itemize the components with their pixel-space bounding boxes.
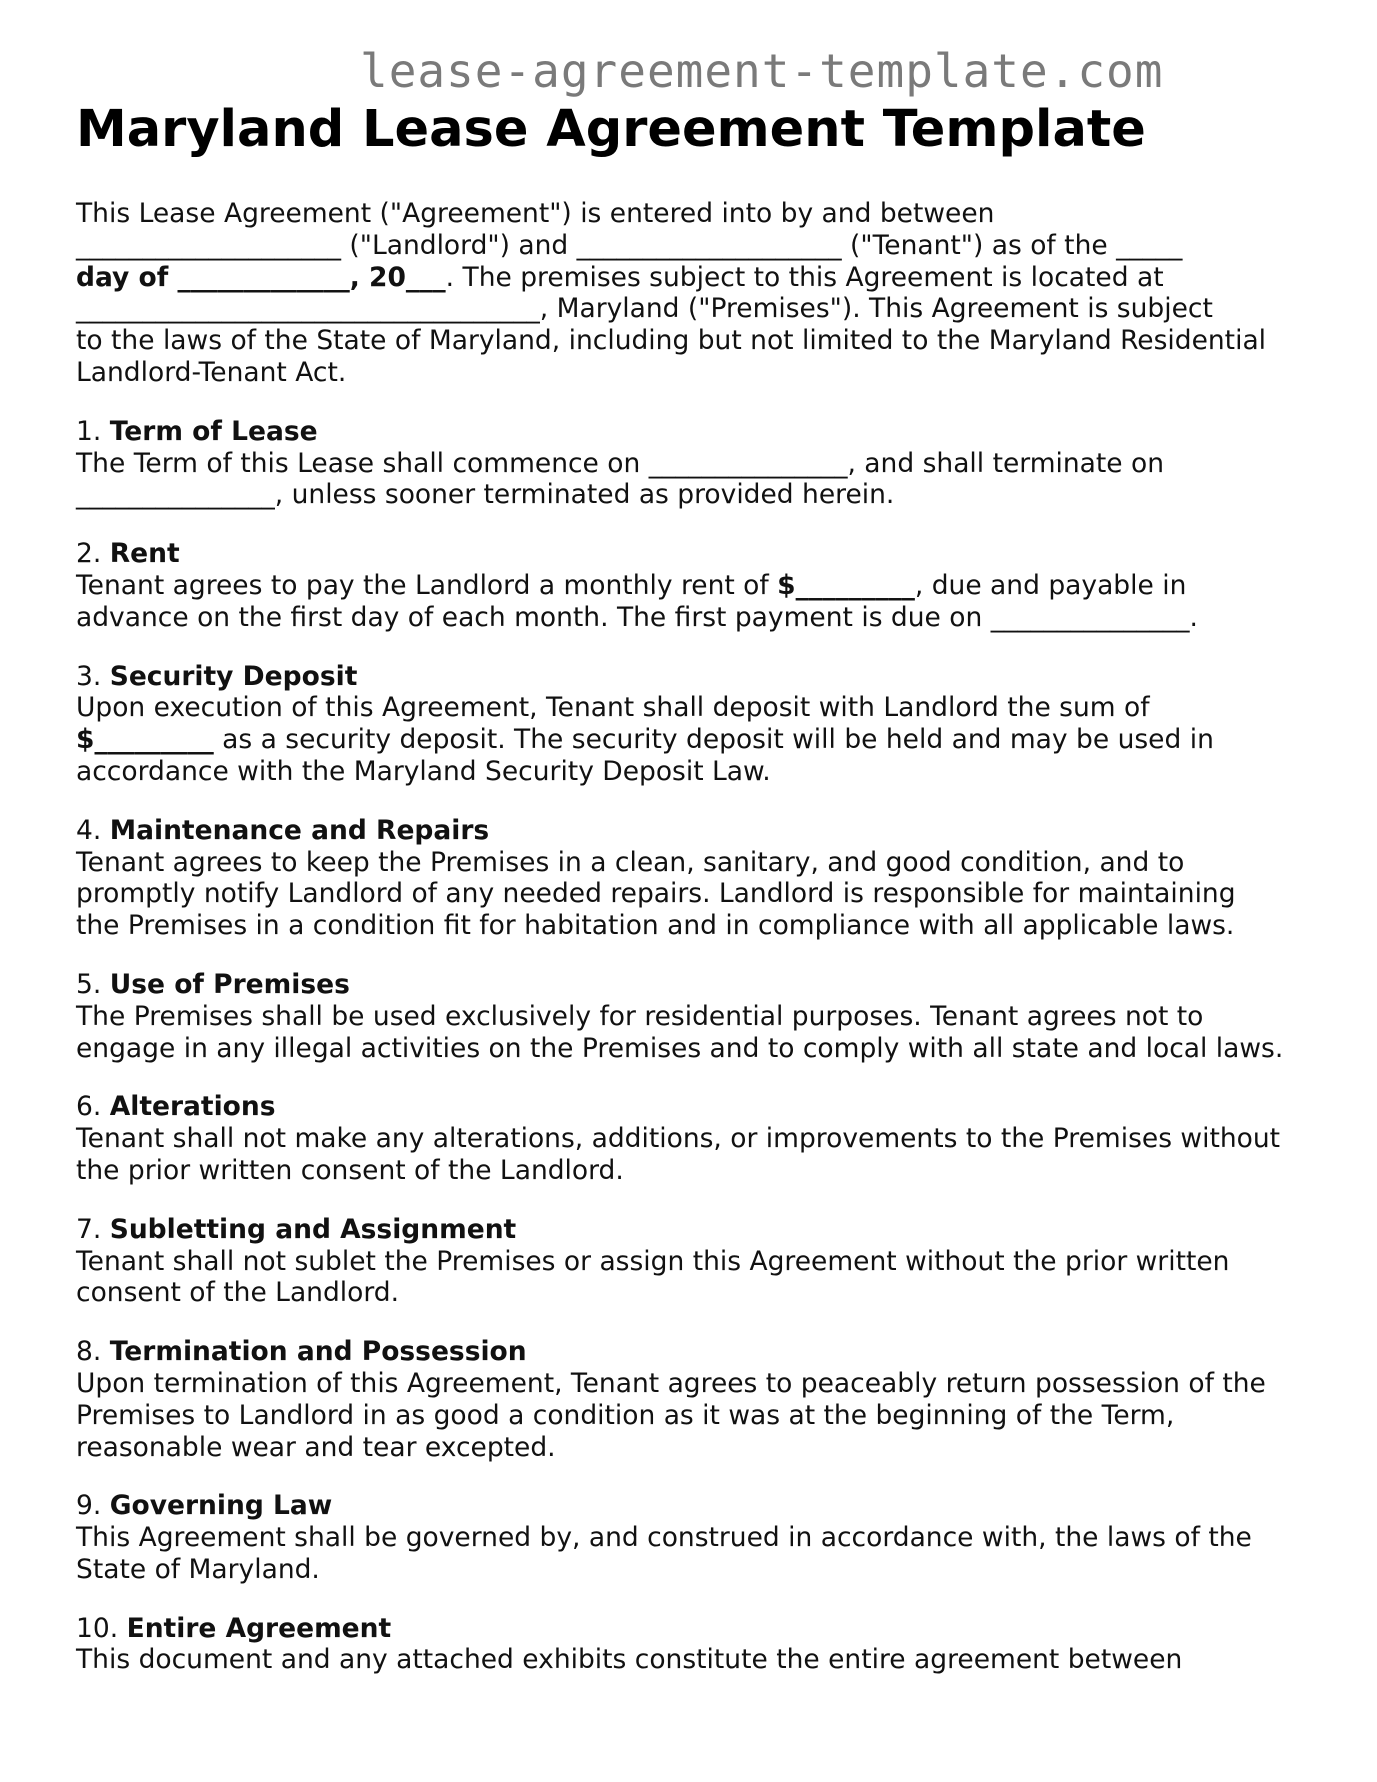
section-line: the prior written consent of the Landlord.	[76, 1154, 624, 1186]
section-title: Use of Premises	[109, 968, 350, 1000]
section-line: Tenant agrees to pay the Landlord a monthly rent of	[76, 569, 778, 601]
section-title: Security Deposit	[109, 660, 358, 692]
section-title: Term of Lease	[109, 415, 318, 447]
intro-line: This Lease Agreement ("Agreement") is entered into by and between	[76, 198, 995, 229]
section-title: Alterations	[109, 1091, 276, 1123]
intro-date-blank: day of _____________, 20___	[76, 261, 446, 293]
section-title: Entire Agreement	[126, 1612, 392, 1644]
section-line: The Premises shall be used exclusively for residential purposes. Tenant agrees not to	[76, 1000, 1204, 1032]
section-title: Termination and Possession	[109, 1336, 527, 1368]
section-title: Governing Law	[109, 1490, 333, 1522]
section-line: State of Maryland.	[76, 1553, 320, 1585]
section-heading	[76, 538, 1316, 570]
document-body	[76, 198, 1316, 1703]
section-line: The Term of this Lease shall commence on _______________, and shall terminate on	[76, 447, 1165, 479]
section-heading	[76, 1336, 1316, 1368]
section-use-of-premises	[76, 969, 1316, 1064]
intro-line: ____________________ ("Landlord") and ____________________ ("Tenant") as of the _____	[76, 229, 1183, 261]
section-number: 6.	[76, 1091, 102, 1123]
section-security-deposit	[76, 661, 1316, 788]
section-line: , due and payable in	[914, 569, 1187, 601]
watermark: lease-agreement-template.com	[360, 44, 1164, 98]
section-number: 2.	[76, 538, 102, 570]
section-title: Rent	[109, 538, 180, 570]
section-line: Upon termination of this Agreement, Tenant agrees to peaceably return possession of the	[76, 1367, 1266, 1399]
section-line: as a security deposit. The security deposit will be held and may be used in	[213, 724, 1214, 756]
intro-line: . The premises subject to this Agreement is located at	[445, 261, 1164, 293]
section-line: advance on the first day of each month. The first payment is due on _______________.	[76, 601, 1198, 633]
section-subletting-and-assignment	[76, 1214, 1316, 1309]
section-line: consent of the Landlord.	[76, 1277, 400, 1309]
section-line: This Agreement shall be governed by, and construed in accordance with, the laws of the	[76, 1522, 1252, 1554]
section-rent	[76, 538, 1316, 633]
section-title: Subletting and Assignment	[109, 1213, 517, 1245]
section-entire-agreement	[76, 1613, 1316, 1677]
section-line: accordance with the Maryland Security Deposit Law.	[76, 755, 771, 787]
section-number: 3.	[76, 660, 102, 692]
section-number: 10.	[76, 1612, 119, 1644]
section-number: 8.	[76, 1336, 102, 1368]
section-governing-law	[76, 1490, 1316, 1585]
section-number: 7.	[76, 1213, 102, 1245]
rent-amount-blank: $_________	[777, 569, 915, 601]
intro-paragraph	[76, 198, 1316, 389]
intro-line: ___________________________________, Maryland ("Premises"). This Agreement is subject	[76, 293, 1213, 325]
section-line: promptly notify Landlord of any needed repairs. Landlord is responsible for maintaining	[76, 878, 1236, 910]
document-title: Maryland Lease Agreement Template	[76, 100, 1146, 159]
section-maintenance-and-repairs	[76, 815, 1316, 942]
section-line: _______________, unless sooner terminated as provided herein.	[76, 479, 895, 511]
deposit-amount-blank: $_________	[76, 724, 214, 756]
intro-line: to the laws of the State of Maryland, including but not limited to the Maryland Residential	[76, 325, 1267, 357]
section-alterations	[76, 1091, 1316, 1186]
section-heading	[76, 1613, 1316, 1645]
section-line: the Premises in a condition fit for habitation and in compliance with all applicable laws.	[76, 910, 1235, 942]
intro-line: Landlord-Tenant Act.	[76, 356, 347, 388]
section-number: 9.	[76, 1490, 102, 1522]
section-heading	[76, 969, 1316, 1001]
section-heading	[76, 1490, 1316, 1522]
section-number: 1.	[76, 415, 102, 447]
section-heading	[76, 815, 1316, 847]
section-line: This document and any attached exhibits constitute the entire agreement between	[76, 1644, 1183, 1676]
section-heading	[76, 416, 1316, 448]
section-line: Tenant shall not make any alterations, additions, or improvements to the Premises without	[76, 1123, 1281, 1155]
section-number: 4.	[76, 814, 102, 846]
section-heading	[76, 1091, 1316, 1123]
section-term-of-lease	[76, 416, 1316, 511]
section-line: reasonable wear and tear excepted.	[76, 1431, 556, 1463]
section-number: 5.	[76, 968, 102, 1000]
section-line: Tenant shall not sublet the Premises or assign this Agreement without the prior written	[76, 1245, 1230, 1277]
section-title: Maintenance and Repairs	[109, 814, 490, 846]
section-termination-and-possession	[76, 1336, 1316, 1463]
section-line: engage in any illegal activities on the Premises and to comply with all state and local laws.	[76, 1032, 1284, 1064]
section-line: Tenant agrees to keep the Premises in a clean, sanitary, and good condition, and to	[76, 846, 1185, 878]
section-line: Premises to Landlord in as good a condition as it was at the beginning of the Term,	[76, 1399, 1175, 1431]
section-line: Upon execution of this Agreement, Tenant shall deposit with Landlord the sum of	[76, 692, 1150, 724]
section-heading	[76, 661, 1316, 693]
section-heading	[76, 1214, 1316, 1246]
